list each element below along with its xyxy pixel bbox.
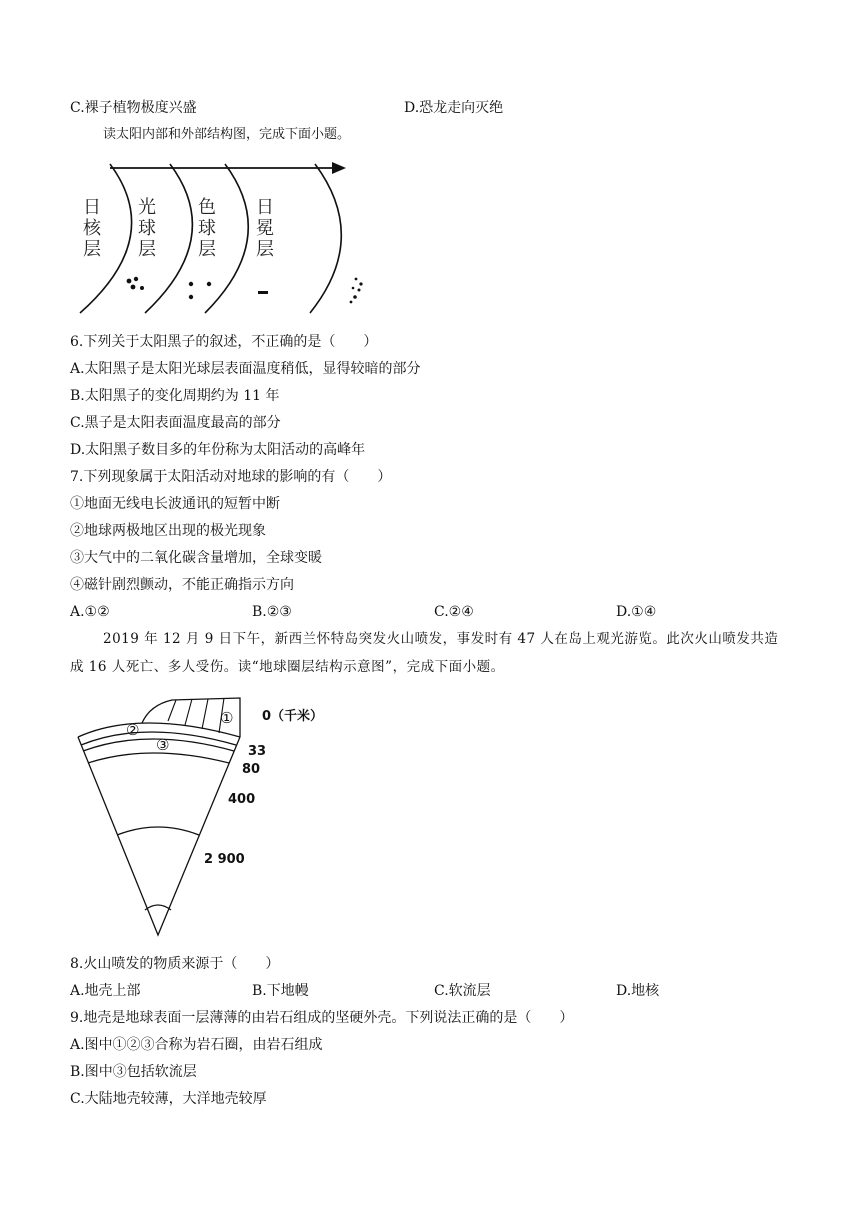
svg-text:层: 层	[256, 239, 274, 260]
depth-label-2900: 2 900	[204, 852, 245, 867]
flare-marks	[189, 282, 211, 299]
q8-option-b: B.下地幔	[252, 983, 309, 999]
continent-hatching	[168, 698, 224, 733]
q9-option-b: B.图中③包括软流层	[70, 1064, 197, 1080]
q8-option-c: C.软流层	[434, 983, 491, 999]
svg-text:日: 日	[256, 197, 274, 218]
q8-stem: 8.火山喷发的物质来源于（ ）	[70, 956, 280, 972]
earth-layers-figure	[70, 695, 350, 945]
layer-label-chromosphere	[198, 197, 216, 260]
q6-option-b: B.太阳黑子的变化周期约为 11 年	[70, 388, 280, 404]
q5-option-d: D.恐龙走向灭绝	[404, 100, 504, 116]
svg-text:日: 日	[83, 197, 101, 218]
q7-item-4: ④磁针剧烈颤动，不能正确指示方向	[70, 577, 294, 593]
layer-label-photosphere	[138, 197, 156, 260]
svg-text:层: 层	[138, 239, 156, 260]
solar-wind-marks	[350, 278, 363, 304]
q7-option-a: A.①②	[70, 604, 110, 620]
q6-option-c: C.黑子是太阳表面温度最高的部分	[70, 415, 281, 431]
svg-text:核: 核	[83, 218, 101, 239]
surface-arc	[78, 723, 240, 737]
svg-text:球: 球	[138, 218, 156, 239]
boundary-corona	[310, 164, 341, 313]
q7-option-b: B.②③	[252, 604, 292, 620]
prominence-mark	[258, 291, 268, 294]
layer-label-corona	[256, 197, 274, 260]
q6-option-d: D.太阳黑子数目多的年份称为太阳活动的高峰年	[70, 442, 366, 458]
q7-stem: 7.下列现象属于太阳活动对地球的影响的有（ ）	[70, 469, 392, 485]
q7-item-1: ①地面无线电长波通讯的短暂中断	[70, 496, 280, 512]
q9-option-a: A.图中①②③合称为岩石圈，由岩石组成	[70, 1037, 323, 1053]
q7-option-c: C.②④	[434, 604, 474, 620]
q6-stem: 6.下列关于太阳黑子的叙述，不正确的是（ ）	[70, 334, 378, 350]
volcano-intro: 2019 年 12 月 9 日下午，新西兰怀特岛突发火山喷发，事发时有 47 人在岛上观光游览。此次火山喷发共造成 16 人死亡、多人受伤。读“地球圈层结构示意图”，完成下面小题。	[70, 631, 779, 675]
inner-core-arc	[145, 905, 171, 910]
q5-option-c: C.裸子植物极度兴盛	[70, 100, 197, 116]
depth-label-400: 400	[228, 792, 256, 807]
q7-option-d: D.①④	[616, 604, 657, 620]
svg-text:层: 层	[83, 239, 101, 260]
region-label-1: ①	[220, 709, 234, 727]
sun-structure-figure	[70, 158, 380, 318]
arc-2900	[117, 827, 199, 835]
arc-400	[88, 753, 229, 763]
svg-text:球: 球	[198, 218, 216, 239]
depth-label-33: 33	[248, 744, 267, 759]
q6-option-a: A.太阳黑子是太阳光球层表面温度稍低，显得较暗的部分	[70, 361, 421, 377]
layer-label-core	[83, 197, 102, 260]
q8-option-d: D.地核	[616, 983, 660, 999]
q7-item-3: ③大气中的二氧化碳含量增加，全球变暖	[70, 550, 322, 566]
q9-stem: 9.地壳是地球表面一层薄薄的由岩石组成的坚硬外壳。下列说法正确的是（ ）	[70, 1010, 574, 1026]
q9-option-c: C.大陆地壳较薄，大洋地壳较厚	[70, 1091, 267, 1107]
depth-label-80: 80	[242, 762, 261, 777]
depth-label-0: 0（千米）	[262, 709, 324, 724]
sunspot-marks	[127, 277, 144, 290]
sun-figure-intro: 读太阳内部和外部结构图，完成下面小题。	[103, 127, 351, 142]
region-label-3: ③	[156, 736, 170, 754]
arrow-head-icon	[332, 162, 346, 174]
svg-text:冕: 冕	[256, 218, 274, 239]
svg-text:色: 色	[198, 197, 216, 218]
region-label-2: ②	[126, 721, 140, 739]
q7-item-2: ②地球两极地区出现的极光现象	[70, 523, 266, 539]
svg-text:光: 光	[138, 197, 156, 218]
q8-option-a: A.地壳上部	[70, 983, 141, 999]
svg-text:层: 层	[198, 239, 216, 260]
